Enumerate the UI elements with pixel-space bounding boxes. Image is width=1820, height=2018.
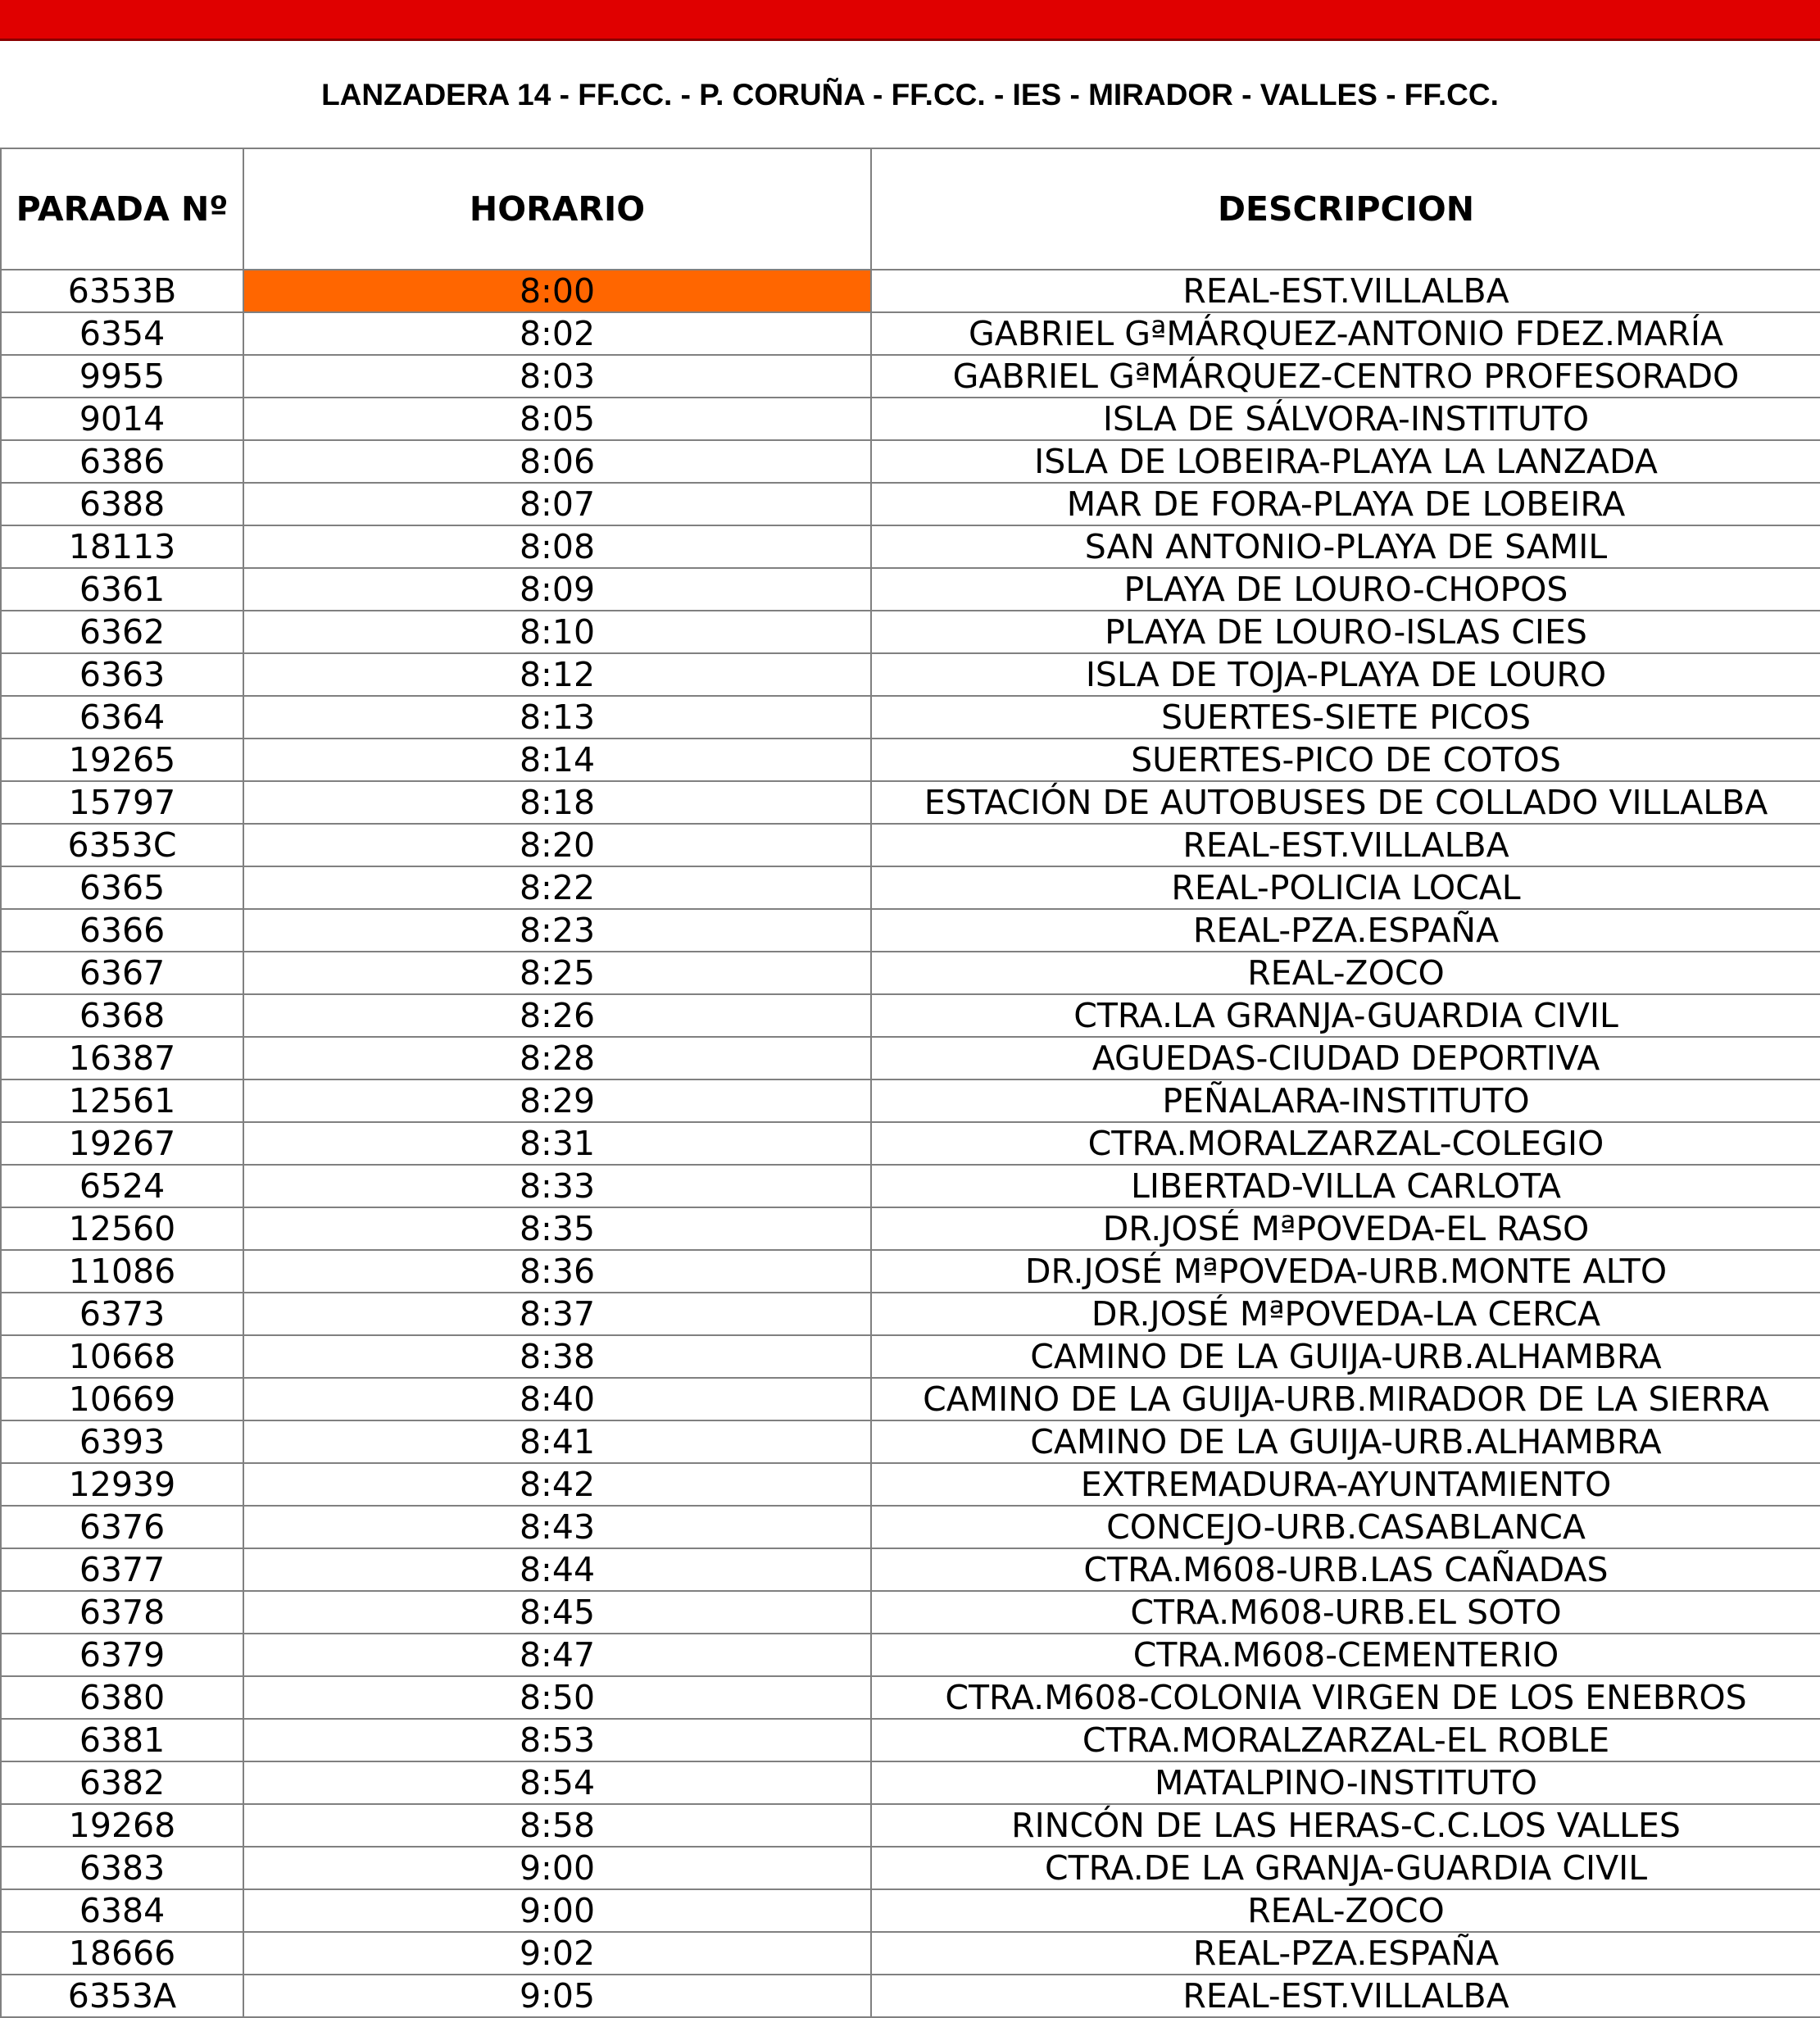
stop-number-cell: 6383 <box>1 1847 243 1889</box>
stop-number-cell: 6382 <box>1 1761 243 1804</box>
departure-time-cell: 8:26 <box>243 994 871 1037</box>
departure-time-cell: 8:45 <box>243 1591 871 1634</box>
stop-number-cell: 6364 <box>1 696 243 739</box>
stop-number-cell: 12560 <box>1 1207 243 1250</box>
table-row <box>1 1676 1820 1719</box>
table-row <box>1 1634 1820 1676</box>
table-row <box>1 355 1820 398</box>
column-header-time: HORARIO <box>243 148 871 270</box>
stop-number-cell: 19268 <box>1 1804 243 1847</box>
table-row <box>1 1975 1820 2017</box>
stop-description-cell: DR.JOSÉ MªPOVEDA-EL RASO <box>871 1207 1820 1250</box>
table-row <box>1 1079 1820 1122</box>
departure-time-cell: 8:43 <box>243 1506 871 1548</box>
stop-description-cell: REAL-EST.VILLALBA <box>871 270 1820 312</box>
table-row <box>1 398 1820 440</box>
stop-description-cell: CTRA.M608-URB.LAS CAÑADAS <box>871 1548 1820 1591</box>
stop-number-cell: 10668 <box>1 1335 243 1378</box>
table-row <box>1 909 1820 952</box>
table-row <box>1 781 1820 824</box>
stop-description-cell: REAL-EST.VILLALBA <box>871 824 1820 866</box>
stop-description-cell: CTRA.M608-URB.EL SOTO <box>871 1591 1820 1634</box>
table-row <box>1 1037 1820 1079</box>
departure-time-cell: 8:22 <box>243 866 871 909</box>
stop-number-cell: 16387 <box>1 1037 243 1079</box>
departure-time-cell: 8:02 <box>243 312 871 355</box>
departure-time-cell: 8:42 <box>243 1463 871 1506</box>
stop-number-cell: 6378 <box>1 1591 243 1634</box>
table-row <box>1 824 1820 866</box>
stop-number-cell: 6365 <box>1 866 243 909</box>
stop-number-cell: 19267 <box>1 1122 243 1165</box>
column-header-description: DESCRIPCION <box>871 148 1820 270</box>
table-row <box>1 440 1820 483</box>
table-row <box>1 1591 1820 1634</box>
stop-description-cell: CTRA.M608-COLONIA VIRGEN DE LOS ENEBROS <box>871 1676 1820 1719</box>
stop-description-cell: CTRA.MORALZARZAL-EL ROBLE <box>871 1719 1820 1761</box>
departure-time-cell: 8:09 <box>243 568 871 611</box>
stop-number-cell: 6368 <box>1 994 243 1037</box>
table-row <box>1 1207 1820 1250</box>
departure-time-cell: 8:03 <box>243 355 871 398</box>
stop-description-cell: DR.JOSÉ MªPOVEDA-LA CERCA <box>871 1293 1820 1335</box>
departure-time-cell: 8:40 <box>243 1378 871 1420</box>
table-row <box>1 1548 1820 1591</box>
stop-number-cell: 15797 <box>1 781 243 824</box>
departure-time-cell: 8:20 <box>243 824 871 866</box>
departure-time-cell: 8:10 <box>243 611 871 653</box>
table-row <box>1 1889 1820 1932</box>
table-row <box>1 525 1820 568</box>
stop-description-cell: CAMINO DE LA GUIJA-URB.MIRADOR DE LA SIERRA <box>871 1378 1820 1420</box>
departure-time-cell: 9:02 <box>243 1932 871 1975</box>
departure-time-cell: 8:44 <box>243 1548 871 1591</box>
departure-time-cell: 8:14 <box>243 739 871 781</box>
table-body <box>1 270 1820 2017</box>
stop-number-cell: 12939 <box>1 1463 243 1506</box>
stop-description-cell: ISLA DE LOBEIRA-PLAYA LA LANZADA <box>871 440 1820 483</box>
stop-number-cell: 18666 <box>1 1932 243 1975</box>
stop-description-cell: MAR DE FORA-PLAYA DE LOBEIRA <box>871 483 1820 525</box>
stop-number-cell: 6388 <box>1 483 243 525</box>
table-row <box>1 312 1820 355</box>
departure-time-cell: 8:47 <box>243 1634 871 1676</box>
stop-description-cell: SUERTES-PICO DE COTOS <box>871 739 1820 781</box>
table-row <box>1 696 1820 739</box>
table-row <box>1 866 1820 909</box>
table-row <box>1 1932 1820 1975</box>
table-row <box>1 1719 1820 1761</box>
table-row <box>1 952 1820 994</box>
table-row <box>1 653 1820 696</box>
stop-description-cell: ISLA DE TOJA-PLAYA DE LOURO <box>871 653 1820 696</box>
stop-number-cell: 6384 <box>1 1889 243 1932</box>
departure-time-cell: 8:23 <box>243 909 871 952</box>
stop-number-cell: 9955 <box>1 355 243 398</box>
stop-number-cell: 6361 <box>1 568 243 611</box>
stop-description-cell: REAL-PZA.ESPAÑA <box>871 909 1820 952</box>
departure-time-cell: 8:41 <box>243 1420 871 1463</box>
stop-description-cell: MATALPINO-INSTITUTO <box>871 1761 1820 1804</box>
stop-description-cell: LIBERTAD-VILLA CARLOTA <box>871 1165 1820 1207</box>
stop-description-cell: REAL-EST.VILLALBA <box>871 1975 1820 2017</box>
departure-time-cell: 9:00 <box>243 1889 871 1932</box>
departure-time-cell: 8:58 <box>243 1804 871 1847</box>
departure-time-cell: 8:50 <box>243 1676 871 1719</box>
table-row <box>1 1165 1820 1207</box>
stop-description-cell: EXTREMADURA-AYUNTAMIENTO <box>871 1463 1820 1506</box>
table-row <box>1 1335 1820 1378</box>
departure-time-cell: 8:08 <box>243 525 871 568</box>
top-accent-bar <box>0 0 1820 41</box>
stop-description-cell: REAL-POLICIA LOCAL <box>871 866 1820 909</box>
departure-time-cell: 8:00 <box>243 270 871 312</box>
stop-description-cell: REAL-ZOCO <box>871 1889 1820 1932</box>
table-row <box>1 1463 1820 1506</box>
table-row <box>1 270 1820 312</box>
stop-description-cell: PEÑALARA-INSTITUTO <box>871 1079 1820 1122</box>
stop-number-cell: 6393 <box>1 1420 243 1463</box>
stop-number-cell: 6354 <box>1 312 243 355</box>
departure-time-cell: 8:54 <box>243 1761 871 1804</box>
stop-description-cell: PLAYA DE LOURO-ISLAS CIES <box>871 611 1820 653</box>
stop-number-cell: 6362 <box>1 611 243 653</box>
table-row <box>1 1761 1820 1804</box>
stop-number-cell: 9014 <box>1 398 243 440</box>
stop-number-cell: 19265 <box>1 739 243 781</box>
column-header-stop: PARADA Nº <box>1 148 243 270</box>
departure-time-cell: 8:35 <box>243 1207 871 1250</box>
stop-number-cell: 6363 <box>1 653 243 696</box>
table-row <box>1 1250 1820 1293</box>
departure-time-cell: 8:29 <box>243 1079 871 1122</box>
departure-time-cell: 8:13 <box>243 696 871 739</box>
stop-number-cell: 6376 <box>1 1506 243 1548</box>
departure-time-cell: 8:25 <box>243 952 871 994</box>
table-row <box>1 1293 1820 1335</box>
departure-time-cell: 8:06 <box>243 440 871 483</box>
stop-number-cell: 6379 <box>1 1634 243 1676</box>
departure-time-cell: 8:33 <box>243 1165 871 1207</box>
departure-time-cell: 8:53 <box>243 1719 871 1761</box>
stop-number-cell: 18113 <box>1 525 243 568</box>
schedule-table <box>0 148 1820 2018</box>
stop-number-cell: 6380 <box>1 1676 243 1719</box>
stop-number-cell: 6353B <box>1 270 243 312</box>
stop-number-cell: 6353C <box>1 824 243 866</box>
stop-description-cell: SAN ANTONIO-PLAYA DE SAMIL <box>871 525 1820 568</box>
departure-time-cell: 8:31 <box>243 1122 871 1165</box>
departure-time-cell: 8:07 <box>243 483 871 525</box>
stop-number-cell: 10669 <box>1 1378 243 1420</box>
stop-number-cell: 6373 <box>1 1293 243 1335</box>
stop-number-cell: 11086 <box>1 1250 243 1293</box>
departure-time-cell: 8:28 <box>243 1037 871 1079</box>
table-row <box>1 483 1820 525</box>
table-row <box>1 568 1820 611</box>
stop-number-cell: 6366 <box>1 909 243 952</box>
stop-number-cell: 6381 <box>1 1719 243 1761</box>
table-row <box>1 1847 1820 1889</box>
stop-description-cell: REAL-PZA.ESPAÑA <box>871 1932 1820 1975</box>
table-row <box>1 739 1820 781</box>
stop-description-cell: CTRA.LA GRANJA-GUARDIA CIVIL <box>871 994 1820 1037</box>
stop-description-cell: RINCÓN DE LAS HERAS-C.C.LOS VALLES <box>871 1804 1820 1847</box>
table-row <box>1 994 1820 1037</box>
stop-description-cell: GABRIEL GªMÁRQUEZ-CENTRO PROFESORADO <box>871 355 1820 398</box>
departure-time-cell: 8:36 <box>243 1250 871 1293</box>
stop-description-cell: CAMINO DE LA GUIJA-URB.ALHAMBRA <box>871 1420 1820 1463</box>
departure-time-cell: 8:18 <box>243 781 871 824</box>
stop-description-cell: REAL-ZOCO <box>871 952 1820 994</box>
stop-description-cell: AGUEDAS-CIUDAD DEPORTIVA <box>871 1037 1820 1079</box>
stop-description-cell: CTRA.MORALZARZAL-COLEGIO <box>871 1122 1820 1165</box>
departure-time-cell: 8:37 <box>243 1293 871 1335</box>
stop-description-cell: PLAYA DE LOURO-CHOPOS <box>871 568 1820 611</box>
table-row <box>1 1122 1820 1165</box>
stop-description-cell: ISLA DE SÁLVORA-INSTITUTO <box>871 398 1820 440</box>
stop-number-cell: 6386 <box>1 440 243 483</box>
table-row <box>1 1420 1820 1463</box>
departure-time-cell: 9:00 <box>243 1847 871 1889</box>
stop-description-cell: DR.JOSÉ MªPOVEDA-URB.MONTE ALTO <box>871 1250 1820 1293</box>
stop-description-cell: ESTACIÓN DE AUTOBUSES DE COLLADO VILLALBA <box>871 781 1820 824</box>
stop-description-cell: CAMINO DE LA GUIJA-URB.ALHAMBRA <box>871 1335 1820 1378</box>
stop-number-cell: 6353A <box>1 1975 243 2017</box>
stop-description-cell: CTRA.M608-CEMENTERIO <box>871 1634 1820 1676</box>
table-row <box>1 611 1820 653</box>
stop-description-cell: CONCEJO-URB.CASABLANCA <box>871 1506 1820 1548</box>
table-row <box>1 1378 1820 1420</box>
departure-time-cell: 8:12 <box>243 653 871 696</box>
departure-time-cell: 8:38 <box>243 1335 871 1378</box>
route-title: LANZADERA 14 - FF.CC. - P. CORUÑA - FF.CC. - IES - MIRADOR - VALLES - FF.CC. <box>321 78 1499 111</box>
departure-time-cell: 8:05 <box>243 398 871 440</box>
stop-description-cell: CTRA.DE LA GRANJA-GUARDIA CIVIL <box>871 1847 1820 1889</box>
stop-number-cell: 12561 <box>1 1079 243 1122</box>
table-row <box>1 1804 1820 1847</box>
stop-number-cell: 6367 <box>1 952 243 994</box>
departure-time-cell: 9:05 <box>243 1975 871 2017</box>
stop-number-cell: 6377 <box>1 1548 243 1591</box>
table-header-row <box>1 148 1820 270</box>
stop-number-cell: 6524 <box>1 1165 243 1207</box>
stop-description-cell: SUERTES-SIETE PICOS <box>871 696 1820 739</box>
stop-description-cell: GABRIEL GªMÁRQUEZ-ANTONIO FDEZ.MARÍA <box>871 312 1820 355</box>
table-row <box>1 1506 1820 1548</box>
